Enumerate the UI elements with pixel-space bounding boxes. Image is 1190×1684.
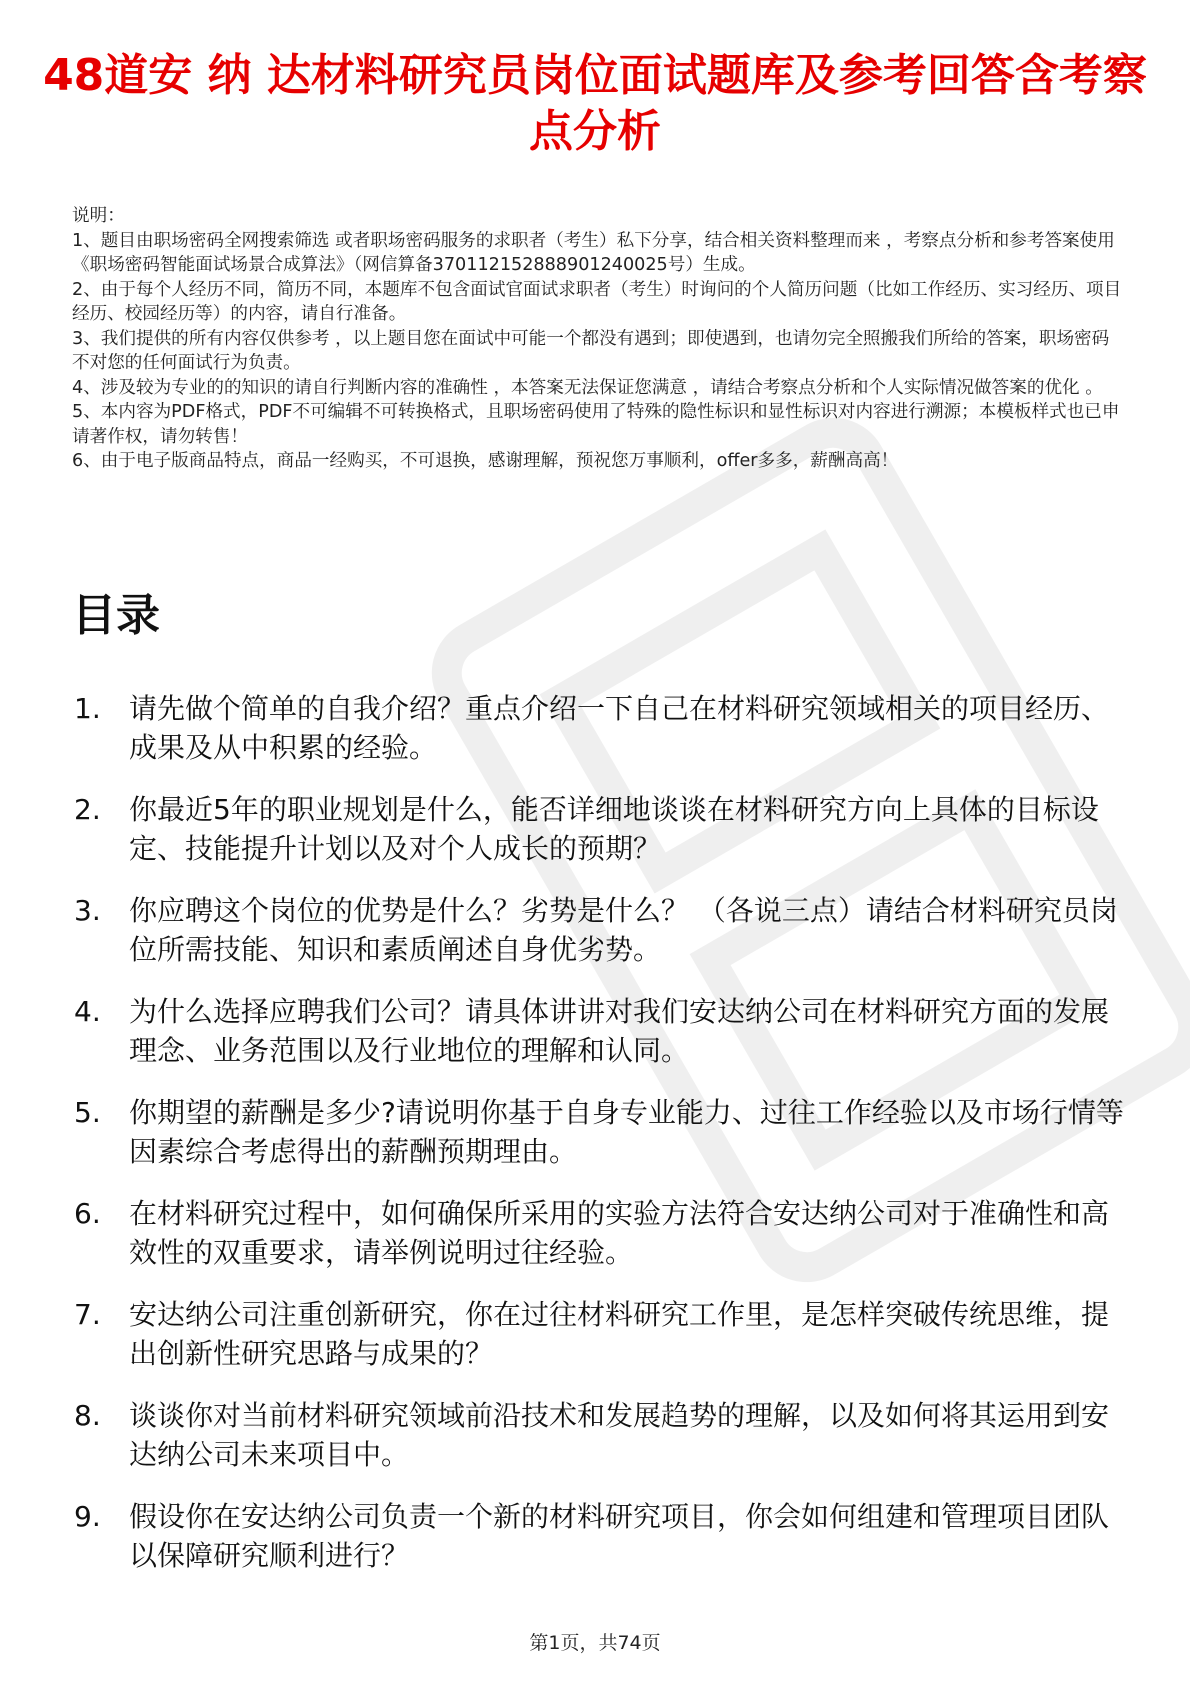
note-item: 1、题目由职场密码全网搜索筛选 或者职场密码服务的求职者（考生）私下分享，结合相关资料整理而来 ，考察点分析和参考答案使用《职场密码智能面试场景合成算法》（网信算备370112152888901240025号）生成。	[72, 230, 1115, 275]
toc-item-number: 4.	[74, 995, 101, 1028]
note-item: 2、由于每个人经历不同，简历不同，本题库不包含面试官面试求职者（考生）时询问的个人简历问题（比如工作经历、实习经历、项目经历、校园经历等）的内容，请自行准备。	[72, 279, 1122, 324]
note-item: 5、本内容为PDF格式，PDF不可编辑不可转换格式，且职场密码使用了特殊的隐性标识和显性标识对内容进行溯源；本模板样式也已申请著作权，请勿转售！	[72, 402, 1120, 447]
note-item: 6、由于电子版商品特点，商品一经购买，不可退换，感谢理解，预祝您万事顺利，offer多多，薪酬高高！	[72, 451, 899, 471]
toc-item[interactable]	[72, 1397, 1132, 1474]
toc-item-number: 1.	[74, 692, 101, 725]
toc-item[interactable]	[72, 1498, 1132, 1575]
toc-heading: 目录	[72, 590, 160, 641]
toc-item-text: 为什么选择应聘我们公司？请具体讲讲对我们安达纳公司在材料研究方面的发展理念、业务范围以及行业地位的理解和认同。	[129, 995, 1110, 1067]
note-item: 4、涉及较为专业的的知识的请自行判断内容的准确性 ，本答案无法保证您满意 ，请结合考察点分析和个人实际情况做答案的优化 。	[72, 377, 1103, 398]
toc-item-text: 请先做个简单的自我介绍？重点介绍一下自己在材料研究领域相关的项目经历、成果及从中积累的经验。	[129, 692, 1110, 764]
toc-item-number: 3.	[74, 894, 101, 927]
toc-item-text: 安达纳公司注重创新研究，你在过往材料研究工作里，是怎样突破传统思维，提出创新性研究思路与成果的？	[129, 1298, 1110, 1370]
toc-item-number: 7.	[74, 1298, 101, 1331]
toc-item[interactable]	[72, 1296, 1132, 1373]
toc-item-number: 5.	[74, 1096, 101, 1129]
toc-item[interactable]	[72, 690, 1132, 767]
toc-item-number: 9.	[74, 1500, 101, 1533]
toc-item-text: 你期望的薪酬是多少?请说明你基于自身专业能力、过往工作经验以及市场行情等因素综合考虑得出的薪酬预期理由。	[129, 1096, 1124, 1168]
toc-item[interactable]	[72, 892, 1132, 969]
toc-item-number: 6.	[74, 1197, 101, 1230]
page-title: 48道安 纳 达材料研究员岗位面试题库及参考回答含考察点分析	[43, 50, 1147, 157]
toc-item[interactable]	[72, 993, 1132, 1070]
toc-list	[72, 690, 1132, 1599]
notes-heading: 说明：	[72, 206, 125, 226]
toc-item[interactable]	[72, 1195, 1132, 1272]
page-footer: 第1页，共74页	[529, 1632, 661, 1654]
notes-section	[72, 204, 1122, 474]
toc-item[interactable]	[72, 791, 1132, 868]
toc-item-text: 假设你在安达纳公司负责一个新的材料研究项目，你会如何组建和管理项目团队以保障研究顺利进行？	[129, 1500, 1110, 1572]
toc-item-text: 在材料研究过程中，如何确保所采用的实验方法符合安达纳公司对于准确性和高效性的双重要求，请举例说明过往经验。	[129, 1197, 1110, 1269]
note-item: 3、我们提供的所有内容仅供参考 ，以上题目您在面试中可能一个都没有遇到；即使遇到，也请勿完全照搬我们所给的答案，职场密码不对您的任何面试行为负责。	[72, 328, 1110, 373]
toc-item-text: 谈谈你对当前材料研究领域前沿技术和发展趋势的理解，以及如何将其运用到安达纳公司未来项目中。	[129, 1399, 1110, 1471]
toc-item[interactable]	[72, 1094, 1132, 1171]
toc-item-number: 2.	[74, 793, 101, 826]
toc-item-text: 你应聘这个岗位的优势是什么？劣势是什么？ （各说三点）请结合材料研究员岗位所需技能、知识和素质阐述自身优劣势。	[129, 894, 1118, 966]
toc-item-text: 你最近5年的职业规划是什么，能否详细地谈谈在材料研究方向上具体的目标设定、技能提升计划以及对个人成长的预期？	[129, 793, 1099, 865]
toc-item-number: 8.	[74, 1399, 101, 1432]
